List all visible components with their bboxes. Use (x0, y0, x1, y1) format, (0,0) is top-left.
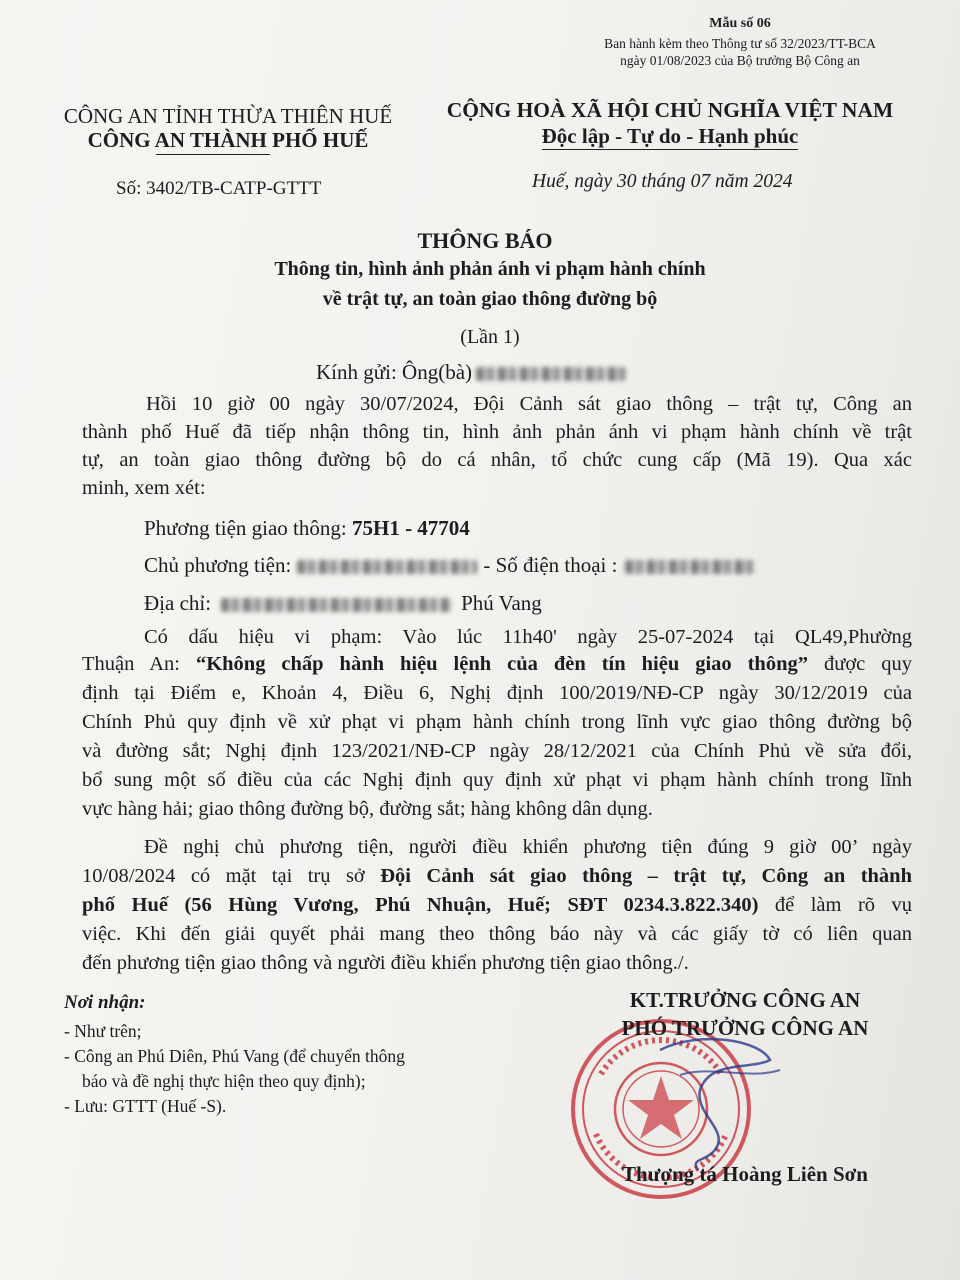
redacted-phone (625, 560, 755, 574)
form-issued-line1: Ban hành kèm theo Thông tư số 32/2023/TT-BCA (604, 36, 876, 51)
owner-line (144, 553, 755, 578)
vehicle-label: Phương tiện giao thông: (144, 516, 352, 540)
violation-name: “Không chấp hành hiệu lệnh của đèn tín hiệu giao thông” (195, 653, 808, 675)
redacted-owner (297, 560, 477, 574)
body-p1-line4: minh, xem xét: (82, 477, 206, 499)
doc-round: (Lần 1) (460, 326, 520, 348)
handwritten-signature (640, 1030, 800, 1180)
vehicle-plate: 75H1 - 47704 (351, 516, 470, 540)
sign-position: PHÓ TRƯỞNG CÔNG AN (621, 1016, 869, 1040)
phone-label: - Số điện thoại : (483, 553, 618, 577)
doc-number: Số: 3402/TB-CATP-GTTT (116, 178, 322, 199)
recipients-heading: Nơi nhận: (64, 992, 146, 1013)
nation-motto-text: Độc lập - Tự do - Hạnh phúc (541, 124, 799, 148)
violation-line (82, 653, 912, 676)
address-label: Địa chỉ: (144, 591, 212, 615)
request-line3-b: phố Huế (56 Hùng Vương, Phú Nhuận, Huế; SĐT 0234.3.822.340) (82, 894, 759, 916)
body-p1-line1: Hồi 10 giờ 00 ngày 30/07/2024, Đội Cảnh sát giao thông – trật tự, Công an (146, 393, 912, 415)
vehicle-line (144, 516, 470, 541)
nation-title: CỘNG HOÀ XÃ HỘI CHỦ NGHĨA VIỆT NAM (446, 98, 894, 122)
form-number: Mẫu số 06 (709, 16, 771, 31)
doc-title: THÔNG BÁO (417, 228, 553, 253)
redacted-addressee (476, 367, 626, 381)
request-line2-a: 10/08/2024 có mặt tại trụ sở (82, 865, 381, 887)
violation-place: Thuận An: (82, 653, 196, 675)
address-line (144, 591, 542, 616)
recipient-2: - Công an Phú Diên, Phú Vang (để chuyển thông (64, 1046, 405, 1066)
address-tail: Phú Vang (461, 591, 542, 615)
recipient-3: báo và đề nghị thực hiện theo quy định); (82, 1071, 366, 1091)
place-date: Huế, ngày 30 tháng 07 năm 2024 (532, 171, 793, 192)
legal-line2: Chính Phủ quy định về xử phạt vi phạm hành chính trong lĩnh vực giao thông đường bộ (82, 711, 912, 733)
nation-motto (430, 124, 910, 149)
doc-subtitle-1: Thông tin, hình ảnh phản ánh vi phạm hành chính (274, 258, 706, 280)
recipient-4: - Lưu: GTTT (Huế -S). (64, 1096, 227, 1116)
legal-line5: vực hàng hải; giao thông đường bộ, đường sắt; hàng không dân dụng. (82, 798, 653, 820)
body-p1-line2: thành phố Huế đã tiếp nhận thông tin, hình ảnh phản ánh vi phạm hành chính về trật (82, 421, 912, 443)
legal-line3: và đường sắt; Nghị định 123/2021/NĐ-CP ngày 28/12/2021 của Chính Phủ về sửa đổi, (82, 740, 912, 762)
agency-name: CÔNG AN THÀNH PHỐ HUẾ (87, 128, 369, 152)
redacted-address (221, 598, 451, 612)
recipient-1: - Như trên; (64, 1021, 142, 1041)
request-line4: việc. Khi đến giải quyết phải mang theo thông báo này và các giấy tờ có liên quan (82, 923, 912, 945)
signer-name: Thượng tá Hoàng Liên Sơn (622, 1162, 868, 1186)
doc-subtitle-2: về trật tự, an toàn giao thông đường bộ (322, 288, 658, 310)
owner-label: Chủ phương tiện: (144, 553, 292, 577)
legal-line1: định tại Điểm e, Khoản 4, Điều 6, Nghị định 100/2019/NĐ-CP ngày 30/12/2019 của (82, 682, 912, 704)
request-line1: Đề nghị chủ phương tiện, người điều khiển phương tiện đúng 9 giờ 00’ ngày (144, 836, 912, 858)
addressee-label: Kính gửi: Ông(bà) (316, 360, 473, 384)
agency-underline (156, 154, 270, 155)
agency-parent: CÔNG AN TỈNH THỪA THIÊN HUẾ (63, 104, 393, 128)
request-line5: đến phương tiện giao thông và người điều khiển phương tiện giao thông./. (82, 952, 689, 974)
form-issued-line2: ngày 01/08/2023 của Bộ trưởng Bộ Công an (620, 53, 860, 68)
request-line2 (82, 865, 912, 888)
body-p1-line3: tự, an toàn giao thông đường bộ do cá nhân, tổ chức cung cấp (Mã 19). Qua xác (82, 449, 912, 471)
legal-line4: bổ sung một số điều của các Nghị định quy định xử phạt vi phạm hành chính trong lĩnh (82, 769, 912, 791)
request-line3-a: để làm rõ vụ (758, 894, 912, 916)
sign-on-behalf: KT.TRƯỞNG CÔNG AN (629, 988, 861, 1012)
violation-intro: Có dấu hiệu vi phạm: Vào lúc 11h40' ngày 25-07-2024 tại QL49,Phường (144, 626, 912, 648)
violation-tail: được quy (808, 653, 912, 675)
request-line2-b: Đội Cảnh sát giao thông – trật tự, Công an thành (380, 865, 912, 887)
addressee-line (316, 360, 626, 385)
request-line3 (82, 894, 912, 917)
